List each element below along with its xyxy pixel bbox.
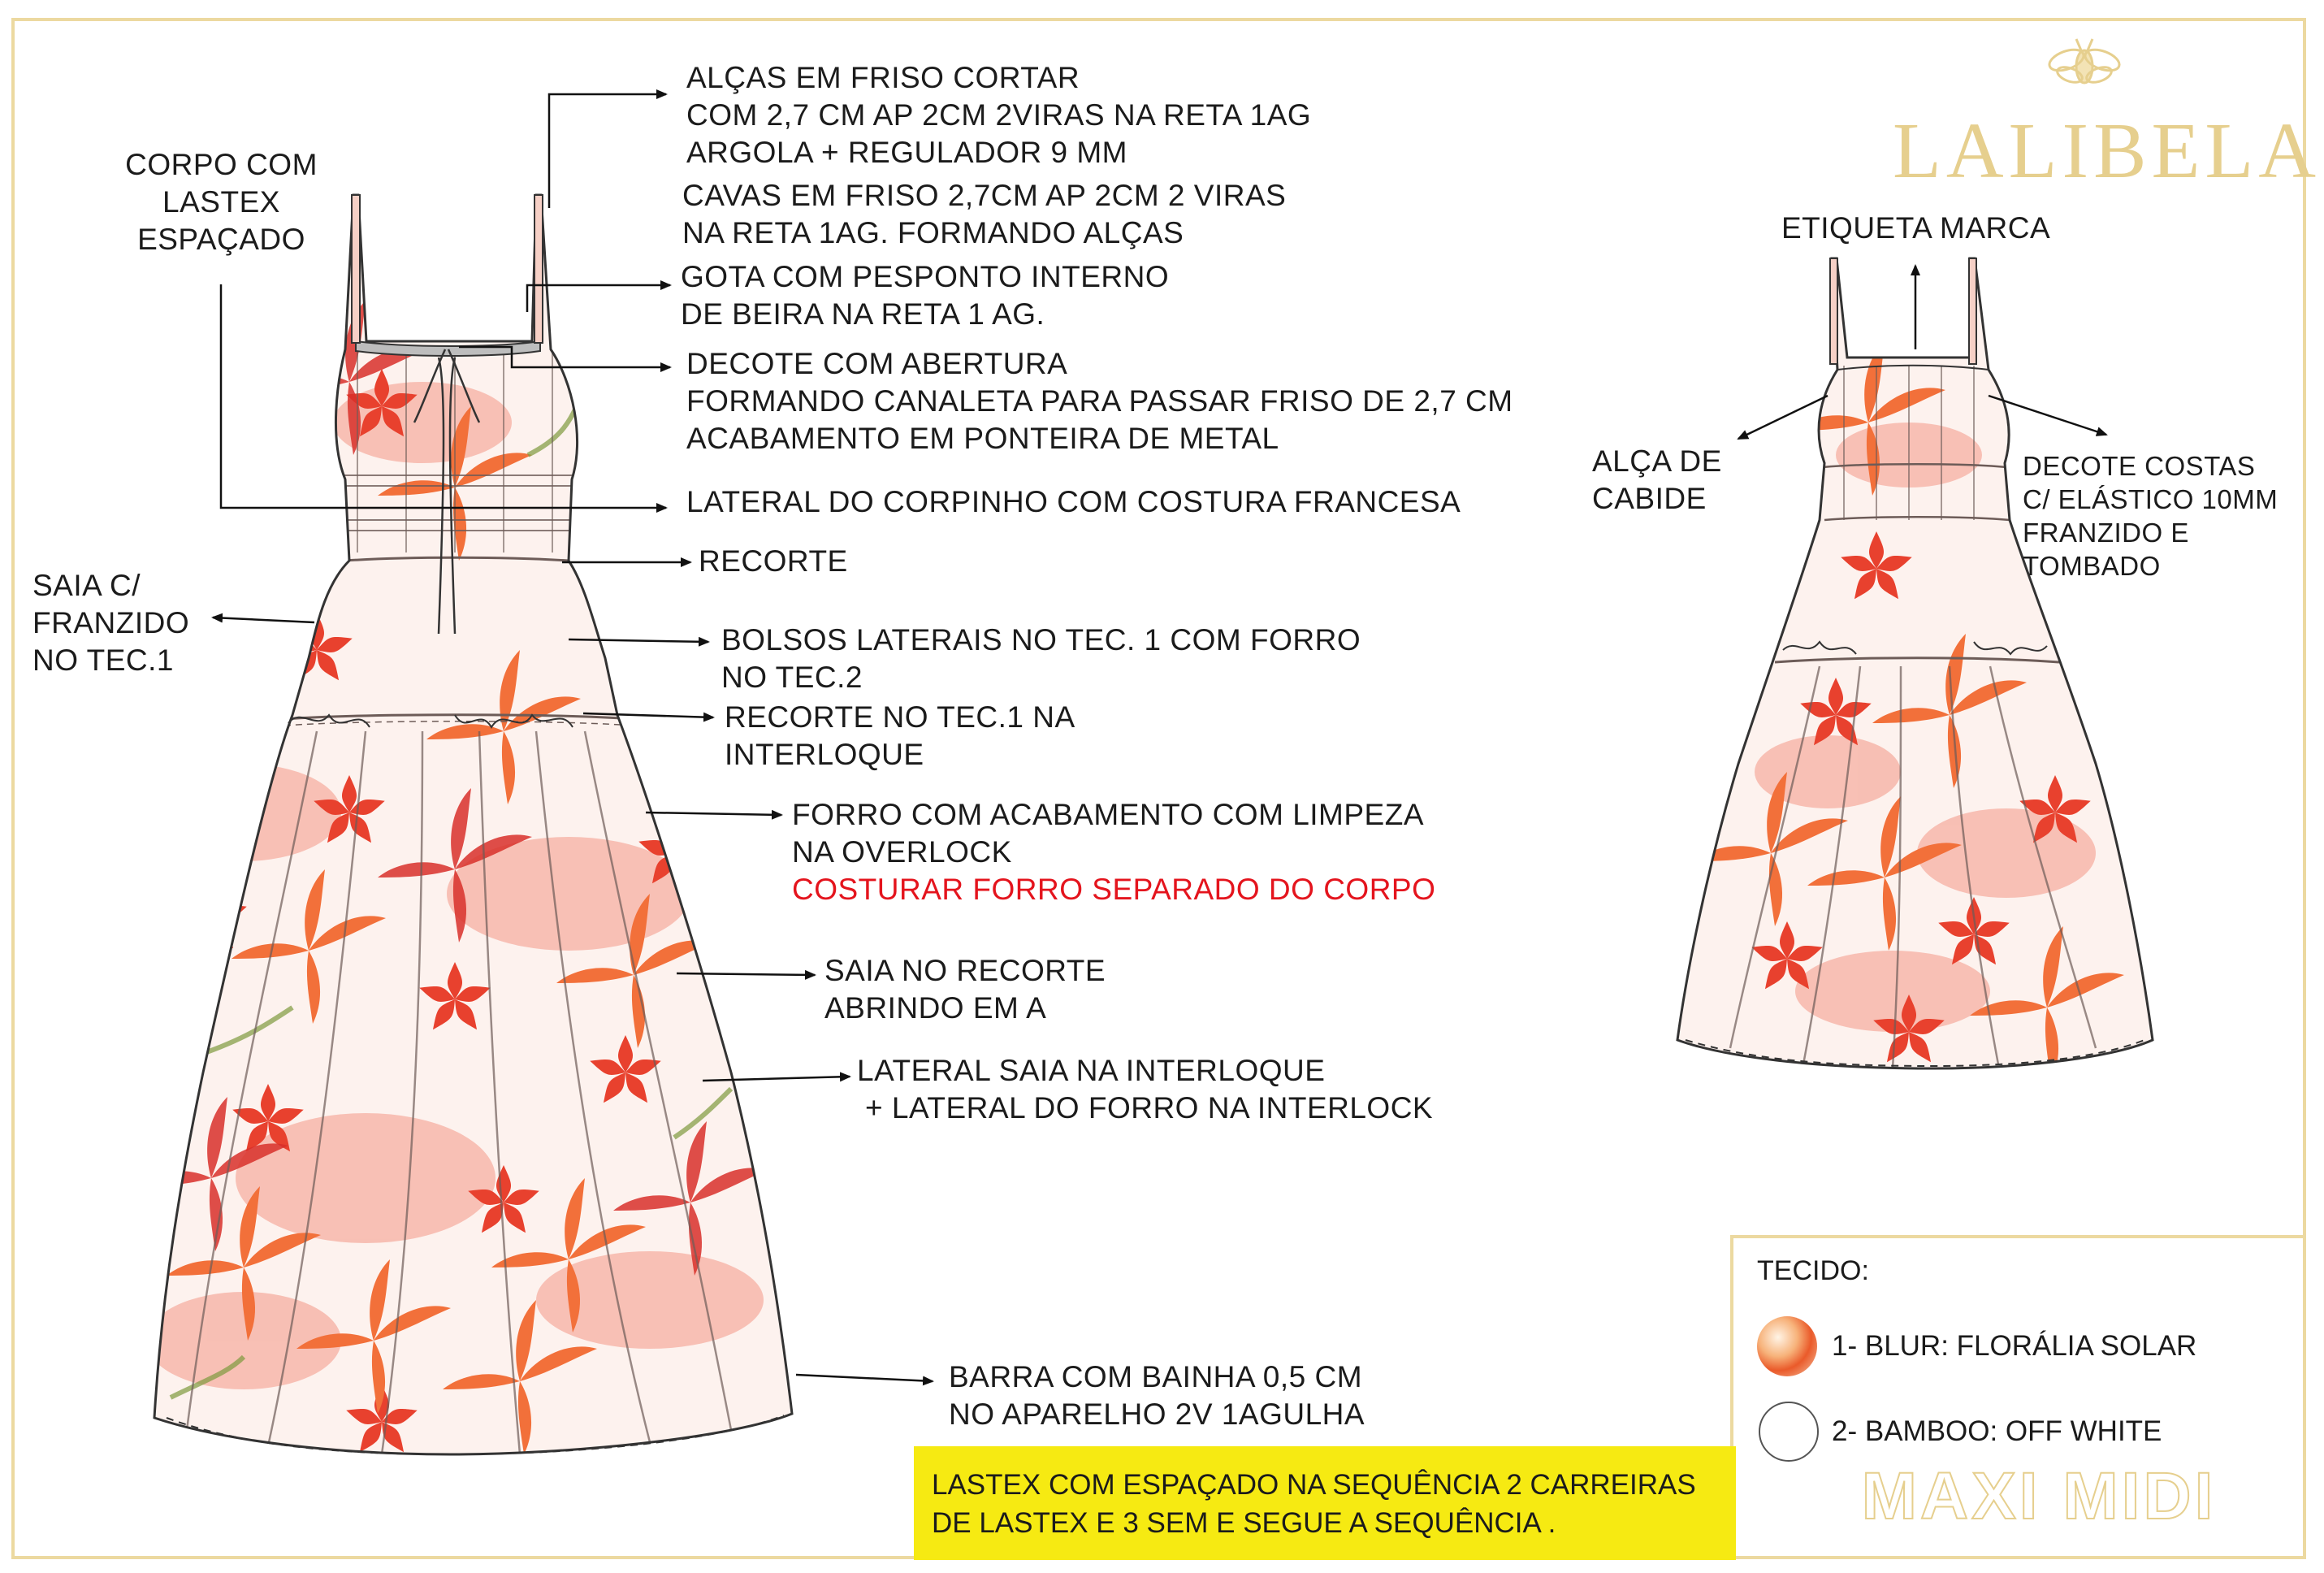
pockets-annotation: BOLSOS LATERAIS NO TEC. 1 COM FORRO NO TEC.2 [721, 623, 1361, 694]
brand-logo-text: LALIBELA [1893, 107, 2321, 195]
lining-warning: COSTURAR FORRO SEPARADO DO CORPO [792, 873, 1436, 906]
model-name: MAXI MIDI [1861, 1459, 2217, 1533]
straps-annotation: ALÇAS EM FRISO CORTAR COM 2,7 CM AP 2CM 2VIRAS NA RETA 1AG ARGOLA + REGULADOR 9 MM [686, 61, 1312, 169]
back-neckline-annotation: DECOTE COSTAS C/ ELÁSTICO 10MM FRANZIDO E TOMBADO [2023, 451, 2279, 581]
bee-icon [2047, 39, 2123, 85]
waist-cut-annotation: RECORTE [699, 544, 848, 578]
skirt-panels-annotation: SAIA NO RECORTE ABRINDO EM A [824, 954, 1106, 1025]
skirt-gather-annotation: SAIA C/ FRANZIDO NO TEC.1 [32, 569, 190, 677]
fabric-title: TECIDO: [1757, 1255, 1869, 1286]
lining-annotation: FORRO COM ACABAMENTO COM LIMPEZA NA OVERLOCK COSTURAR FORRO SEPARADO DO CORPO [792, 796, 1435, 908]
hem-annotation: BARRA COM BAINHA 0,5 CM NO APARELHO 2V 1AGULHA [949, 1360, 1365, 1431]
floral-swatch-icon [1757, 1316, 1817, 1376]
skirt-cut-annotation: RECORTE NO TEC.1 NA INTERLOQUE [725, 700, 1075, 771]
neckline-annotation: DECOTE COM ABERTURA FORMANDO CANALETA PARA PASSAR FRISO DE 2,7 CM ACABAMENTO EM PONTEIRA DE METAL [686, 347, 1513, 455]
bodice-side-annotation: LATERAL DO CORPINHO COM COSTURA FRANCESA [686, 485, 1461, 518]
armholes-annotation: CAVAS EM FRISO 2,7CM AP 2CM 2 VIRAS NA RETA 1AG. FORMANDO ALÇAS [682, 179, 1287, 249]
drop-annotation: GOTA COM PESPONTO INTERNO DE BEIRA NA RETA 1 AG. [681, 260, 1170, 331]
hanger-loop-annotation: ALÇA DE CABIDE [1592, 444, 1722, 515]
fabric-item-2: 2- BAMBOO: OFF WHITE [1832, 1415, 2162, 1447]
back-dress-illustration [1657, 244, 2177, 1081]
plain-swatch-icon [1759, 1402, 1819, 1462]
lastex-note: LASTEX COM ESPAÇADO NA SEQUÊNCIA 2 CARREIRAS DE LASTEX E 3 SEM E SEGUE A SEQUÊNCIA . [914, 1446, 1736, 1560]
fabric-item-1: 1- BLUR: FLORÁLIA SOLAR [1832, 1330, 2197, 1362]
body-annotation: CORPO COM LASTEX ESPAÇADO [125, 148, 318, 256]
skirt-side-annotation: LATERAL SAIA NA INTERLOQUE + LATERAL DO FORRO NA INTERLOCK [857, 1054, 1434, 1124]
brand-label-annotation: ETIQUETA MARCA [1781, 211, 2051, 245]
